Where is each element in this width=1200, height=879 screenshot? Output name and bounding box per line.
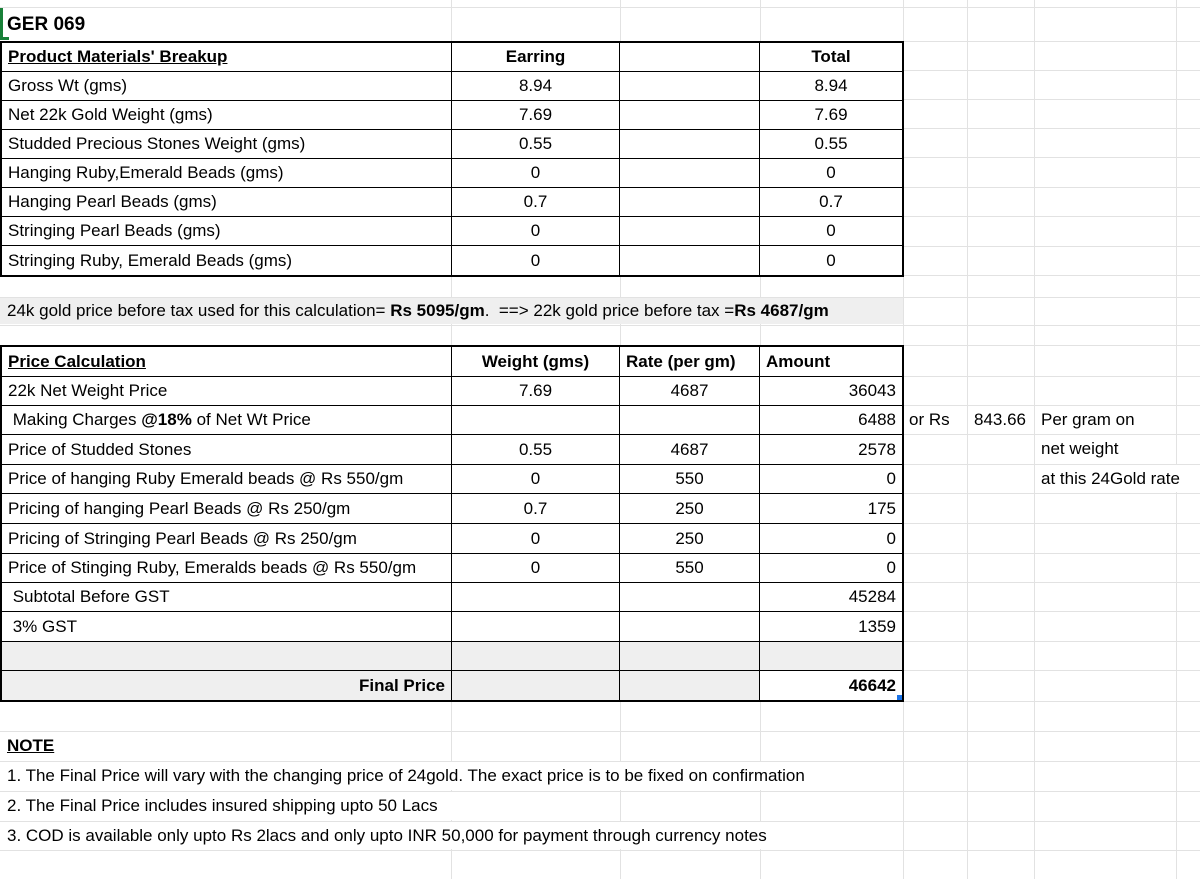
row-label-cell[interactable]: Gross Wt (gms) — [2, 72, 452, 101]
price-header-amount-cell[interactable]: Amount — [760, 347, 902, 377]
amount-cell[interactable]: 36043 — [760, 377, 902, 406]
empty-cell[interactable] — [2, 642, 452, 671]
empty-cell[interactable] — [620, 188, 760, 217]
row-label-cell[interactable]: Pricing of Stringing Pearl Beads @ Rs 250/gm — [2, 524, 452, 554]
gridline-vertical — [1176, 0, 1177, 879]
earring-value-cell[interactable]: 7.69 — [452, 101, 620, 130]
earring-value-cell[interactable]: 8.94 — [452, 72, 620, 101]
side-note-line2-cell[interactable]: net weight — [1041, 439, 1119, 458]
gridline-horizontal — [0, 850, 1200, 851]
row-label-cell[interactable]: Stringing Pearl Beads (gms) — [2, 217, 452, 246]
collaborator-cursor — [0, 8, 3, 39]
rate-cell[interactable]: 550 — [620, 465, 760, 494]
empty-cell[interactable] — [620, 217, 760, 246]
total-value-cell[interactable]: 0.55 — [760, 130, 902, 159]
rate-cell[interactable]: 4687 — [620, 377, 760, 406]
note-item-2-cell[interactable]: 2. The Final Price includes insured shipping upto 50 Lacs — [0, 792, 618, 820]
amount-cell[interactable]: 6488 — [760, 406, 902, 435]
rate-cell[interactable]: 4687 — [620, 435, 760, 465]
row-label-cell[interactable]: 22k Net Weight Price — [2, 377, 452, 406]
row-label-cell[interactable]: Hanging Ruby,Emerald Beads (gms) — [2, 159, 452, 188]
label-text: Making Charges — [8, 410, 142, 429]
weight-cell[interactable]: 0.55 — [452, 435, 620, 465]
gold-price-note-text: . ==> 22k gold price before tax = — [484, 301, 735, 320]
rate-cell[interactable]: 250 — [620, 494, 760, 524]
amount-cell[interactable]: 0 — [760, 465, 902, 494]
final-price-amount-cell[interactable] — [760, 671, 902, 700]
weight-cell[interactable]: 0 — [452, 465, 620, 494]
price-header-weight-cell[interactable]: Weight (gms) — [452, 347, 620, 377]
amount-cell[interactable]: 2578 — [760, 435, 902, 465]
price-table — [0, 345, 904, 702]
row-label-cell[interactable]: Price of Stinging Ruby, Emeralds beads @ Rs 550/gm — [2, 554, 452, 583]
note-item-1-cell[interactable]: 1. The Final Price will vary with the changing price of 24gold. The exact price is to be fixed on confirmation — [0, 762, 903, 790]
rate-cell[interactable] — [620, 612, 760, 642]
earring-value-cell[interactable]: 0 — [452, 159, 620, 188]
price-header-rate-cell[interactable]: Rate (per gm) — [620, 347, 760, 377]
row-label-cell[interactable]: Hanging Pearl Beads (gms) — [2, 188, 452, 217]
earring-value-cell[interactable]: 0 — [452, 217, 620, 246]
weight-cell[interactable] — [452, 612, 620, 642]
weight-cell[interactable]: 0 — [452, 554, 620, 583]
row-label-cell[interactable]: Pricing of hanging Pearl Beads @ Rs 250/gm — [2, 494, 452, 524]
empty-cell[interactable] — [620, 72, 760, 101]
row-label-cell[interactable] — [2, 406, 452, 435]
side-note-or-rs-cell[interactable]: or Rs — [909, 409, 950, 429]
empty-cell[interactable] — [452, 642, 620, 671]
note-heading-cell[interactable]: NOTE — [7, 736, 55, 755]
total-value-cell[interactable]: 0 — [760, 159, 902, 188]
final-price-label-cell[interactable]: Final Price — [2, 671, 452, 700]
materials-header-earring-cell[interactable]: Earring — [452, 43, 620, 72]
gridline-vertical — [967, 0, 968, 879]
row-label-cell[interactable]: Stringing Ruby, Emerald Beads (gms) — [2, 246, 452, 275]
gold-price-note-text: 24k gold price before tax used for this calculation= — [7, 301, 391, 320]
side-note-line3-cell[interactable]: at this 24Gold rate — [1035, 465, 1199, 492]
row-label-cell[interactable]: Subtotal Before GST — [2, 583, 452, 612]
weight-cell[interactable]: 7.69 — [452, 377, 620, 406]
empty-cell[interactable] — [760, 642, 902, 671]
rate-cell[interactable] — [620, 406, 760, 435]
row-label-cell[interactable]: 3% GST — [2, 612, 452, 642]
amount-cell[interactable]: 0 — [760, 524, 902, 554]
row-label-cell[interactable]: Studded Precious Stones Weight (gms) — [2, 130, 452, 159]
empty-cell[interactable] — [620, 246, 760, 275]
gridline-horizontal — [0, 325, 1200, 326]
weight-cell[interactable]: 0.7 — [452, 494, 620, 524]
earring-value-cell[interactable]: 0.55 — [452, 130, 620, 159]
empty-cell[interactable] — [620, 43, 760, 72]
total-value-cell[interactable]: 0.7 — [760, 188, 902, 217]
empty-cell[interactable] — [620, 642, 760, 671]
note-item-3-cell[interactable]: 3. COD is available only upto Rs 2lacs and only upto INR 50,000 for payment through currency notes — [0, 822, 903, 849]
price-header-label-cell[interactable]: Price Calculation — [2, 347, 452, 377]
gold-price-24k-value: Rs 5095/gm — [390, 301, 485, 320]
amount-cell[interactable]: 1359 — [760, 612, 902, 642]
empty-cell[interactable] — [620, 159, 760, 188]
row-label-cell[interactable]: Net 22k Gold Weight (gms) — [2, 101, 452, 130]
total-value-cell[interactable]: 7.69 — [760, 101, 902, 130]
collaborator-cursor-tick — [0, 37, 9, 40]
total-value-cell[interactable]: 0 — [760, 246, 902, 275]
side-note-line1-cell[interactable]: Per gram on — [1041, 409, 1135, 429]
rate-cell[interactable]: 250 — [620, 524, 760, 554]
amount-cell[interactable]: 45284 — [760, 583, 902, 612]
earring-value-cell[interactable]: 0.7 — [452, 188, 620, 217]
materials-header-label-cell[interactable]: Product Materials' Breakup — [2, 43, 452, 72]
empty-cell[interactable] — [452, 671, 620, 700]
amount-cell[interactable]: 175 — [760, 494, 902, 524]
weight-cell[interactable] — [452, 583, 620, 612]
label-text: of Net Wt Price — [191, 410, 311, 429]
empty-cell[interactable] — [620, 101, 760, 130]
empty-cell[interactable] — [620, 671, 760, 700]
amount-cell[interactable]: 0 — [760, 554, 902, 583]
total-value-cell[interactable]: 8.94 — [760, 72, 902, 101]
materials-table — [0, 41, 904, 277]
sheet-title-cell[interactable]: GER 069 — [7, 13, 86, 35]
side-note-per-gram-value-cell[interactable]: 843.66 — [974, 409, 1026, 429]
rate-cell[interactable] — [620, 583, 760, 612]
materials-header-total-cell[interactable]: Total — [760, 43, 902, 72]
rate-cell[interactable]: 550 — [620, 554, 760, 583]
total-value-cell[interactable]: 0 — [760, 217, 902, 246]
gold-price-note-cell[interactable] — [0, 298, 903, 324]
earring-value-cell[interactable]: 0 — [452, 246, 620, 275]
row-label-cell[interactable]: Price of Studded Stones — [2, 435, 452, 465]
label-bold-text: @18% — [141, 410, 192, 429]
gold-price-22k-value: Rs 4687/gm — [734, 301, 829, 320]
empty-cell[interactable] — [620, 130, 760, 159]
weight-cell[interactable]: 0 — [452, 524, 620, 554]
final-price-value: 46642 — [848, 675, 896, 695]
weight-cell[interactable] — [452, 406, 620, 435]
row-label-cell[interactable]: Price of hanging Ruby Emerald beads @ Rs 550/gm — [2, 465, 452, 494]
fill-handle[interactable] — [896, 694, 902, 700]
